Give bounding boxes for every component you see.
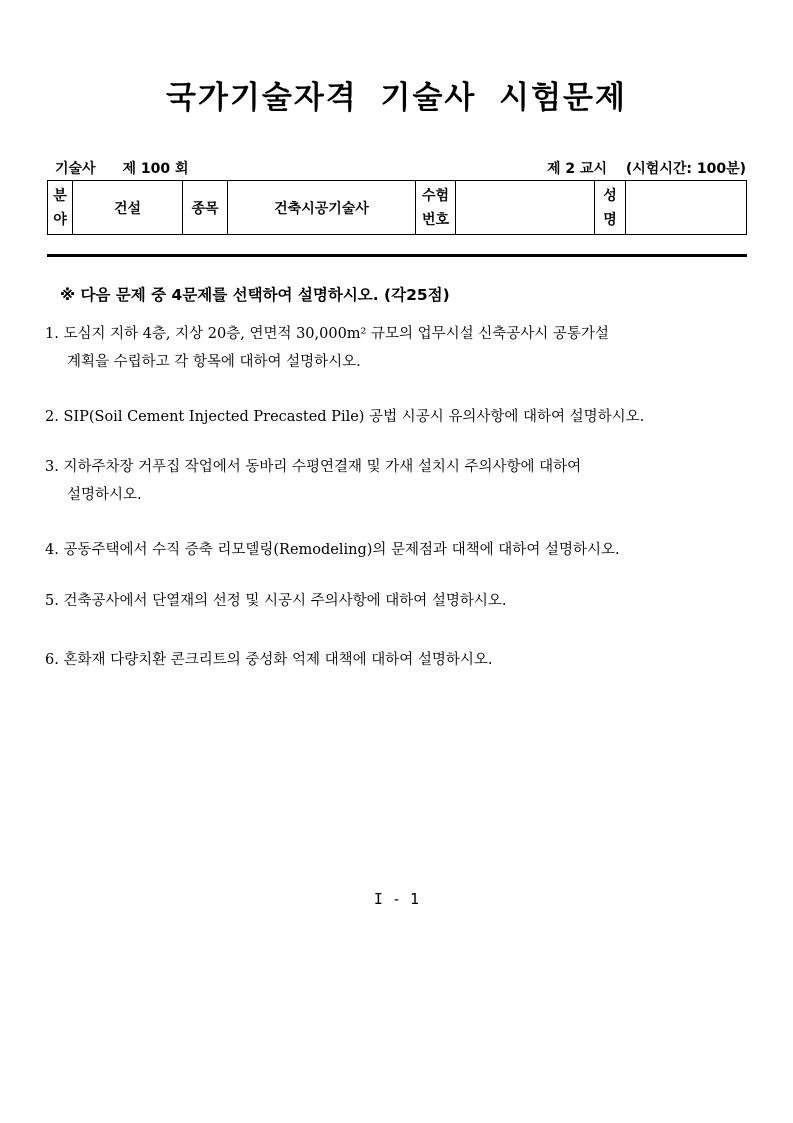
exam-meta-right: [533, 158, 746, 178]
exam-round: 제 100 회: [122, 161, 189, 177]
type-value-cell: 건축시공기술사: [228, 181, 416, 235]
exam-number-field[interactable]: [456, 181, 595, 235]
exam-field: 기술사: [55, 161, 96, 177]
field-value-cell: 건설: [73, 181, 183, 235]
name-label-cell: [595, 181, 626, 235]
question-1: [45, 320, 747, 376]
page-number: I - 1: [373, 890, 420, 908]
question-2: [45, 403, 747, 431]
question-6-line-1: 6. 혼화재 다량치환 콘크리트의 중성화 억제 대책에 대하여 설명하시오.: [45, 652, 493, 668]
exam-session: 제 2 교시: [546, 161, 607, 177]
exam-time: (시험시간: 100분): [625, 161, 746, 177]
question-5-line-1: 5. 건축공사에서 단열재의 선정 및 시공시 주의사항에 대하여 설명하시오.: [45, 593, 507, 609]
name-field[interactable]: [626, 181, 747, 235]
exam-number-label-top: 수험: [421, 187, 450, 204]
question-4: [45, 536, 747, 564]
question-3-line-1: 3. 지하주차장 거푸집 작업에서 동바리 수평연결재 및 가새 설치시 주의사항에 대하여: [45, 459, 582, 475]
question-1-line-1: 1. 도심지 지하 4층, 지상 20층, 연면적 30,000m² 규모의 업무시설 신축공사시 공통가설: [45, 326, 609, 342]
field-label-bottom: 야: [53, 211, 67, 228]
question-3: [45, 453, 747, 509]
exam-info-table: [47, 180, 747, 235]
question-4-line-1: 4. 공동주택에서 수직 증축 리모델링(Remodeling)의 문제점과 대책에 대하여 설명하시오.: [45, 542, 620, 558]
question-1-line-2: 계획을 수립하고 각 항목에 대하여 설명하시오.: [67, 354, 361, 370]
question-2-line-1: 2. SIP(Soil Cement Injected Precasted Pile) 공법 시공시 유의사항에 대하여 설명하시오.: [45, 409, 645, 425]
field-label-top: 분: [53, 187, 67, 204]
field-label-cell: [48, 181, 73, 235]
name-label-bottom: 명: [603, 211, 617, 228]
exam-meta-left: [55, 158, 210, 178]
page-title: 국가기술자격 기술사 시험문제: [166, 80, 627, 116]
instruction-text: ※ 다음 문제 중 4문제를 선택하여 설명하시오. (각25점): [60, 286, 450, 304]
name-label-top: 성: [603, 187, 617, 204]
type-label-cell: 종목: [183, 181, 228, 235]
question-3-line-2: 설명하시오.: [67, 487, 142, 503]
exam-number-label-bottom: 번호: [421, 211, 450, 228]
exam-number-label-cell: [416, 181, 456, 235]
header-divider: [47, 254, 747, 257]
question-6: [45, 646, 747, 674]
question-5: [45, 587, 747, 615]
